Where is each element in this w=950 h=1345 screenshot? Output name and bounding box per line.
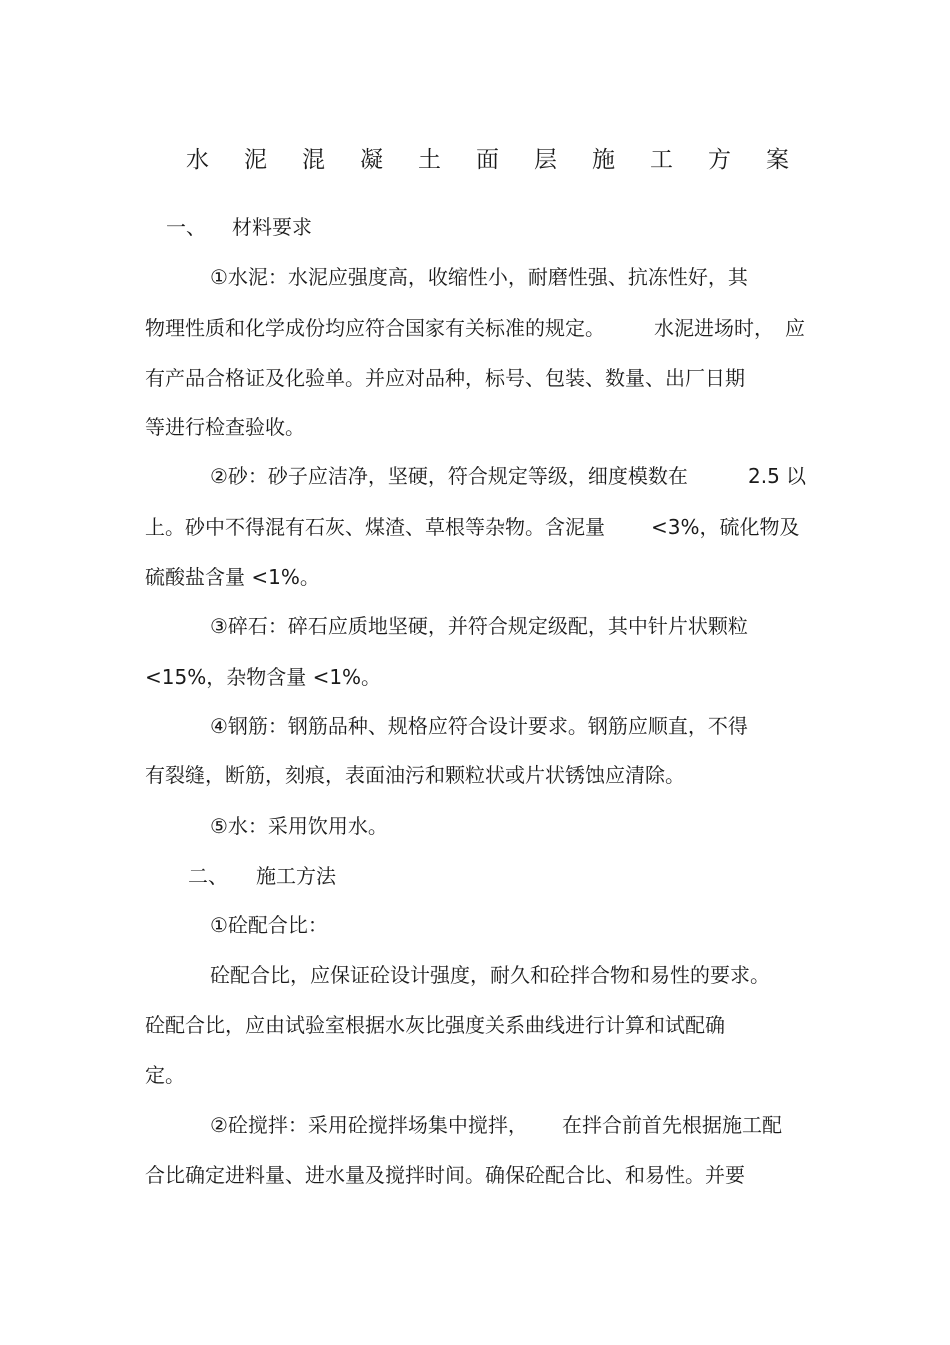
paragraph-line: 有产品合格证及化验单。并应对品种，标号、包装、数量、出厂日期 xyxy=(145,366,745,390)
paragraph-line: ②砼搅拌：采用砼搅拌场集中搅拌， xyxy=(210,1113,528,1137)
title-char: 泥 xyxy=(244,147,267,173)
section-1-heading: 材料要求 xyxy=(232,215,312,239)
title-char: 工 xyxy=(650,147,673,173)
paragraph-line: ④钢筋：钢筋品种、规格应符合设计要求。钢筋应顺直，不得 xyxy=(210,714,748,738)
paragraph-line: 应 xyxy=(785,316,805,340)
paragraph-line: 合比确定进料量、进水量及搅拌时间。确保砼配合比、和易性。并要 xyxy=(145,1163,745,1187)
subheading: ①砼配合比： xyxy=(210,913,328,937)
title-char: 混 xyxy=(302,147,325,173)
paragraph-line: ③碎石：碎石应质地坚硬，并符合规定级配，其中针片状颗粒 xyxy=(210,614,748,638)
title-char: 水 xyxy=(186,147,209,173)
title-char: 层 xyxy=(534,147,557,173)
paragraph-line: 在拌合前首先根据施工配 xyxy=(562,1113,782,1137)
paragraph-line: 硫酸盐含量 <1%。 xyxy=(145,565,320,589)
title-char: 面 xyxy=(476,147,499,173)
section-2-number: 二、 xyxy=(188,864,228,888)
title-char: 施 xyxy=(592,147,615,173)
paragraph-line: 物理性质和化学成份均应符合国家有关标准的规定。 xyxy=(145,316,605,340)
paragraph-line: 砼配合比，应保证砼设计强度，耐久和砼拌合物和易性的要求。 xyxy=(210,963,770,987)
title-char: 土 xyxy=(418,147,441,173)
paragraph-line: 2.5 xyxy=(748,464,780,488)
paragraph-line: ②砂：砂子应洁净，坚硬，符合规定等级，细度模数在 xyxy=(210,464,688,488)
paragraph-line: 等进行检查验收。 xyxy=(145,415,305,439)
paragraph-line: 水泥进场时， xyxy=(654,316,774,340)
section-1-number: 一、 xyxy=(166,215,206,239)
title-char: 凝 xyxy=(360,147,383,173)
paragraph-line: ⑤水：采用饮用水。 xyxy=(210,814,388,838)
paragraph-line: 以 xyxy=(786,464,806,488)
paragraph-line: ①水泥：水泥应强度高，收缩性小，耐磨性强、抗冻性好，其 xyxy=(210,265,748,289)
paragraph-line: <15%，杂物含量 <1%。 xyxy=(145,665,382,689)
paragraph-line: 上。砂中不得混有石灰、煤渣、草根等杂物。含泥量 xyxy=(145,515,605,539)
title-char: 案 xyxy=(766,147,789,173)
section-2-heading: 施工方法 xyxy=(256,864,336,888)
paragraph-line: 有裂缝，断筋，刻痕，表面油污和颗粒状或片状锈蚀应清除。 xyxy=(145,763,685,787)
paragraph-line: 定。 xyxy=(145,1063,185,1087)
paragraph-line: 砼配合比，应由试验室根据水灰比强度关系曲线进行计算和试配确 xyxy=(145,1013,725,1037)
title-char: 方 xyxy=(708,147,731,173)
paragraph-line: <3%，硫化物及 xyxy=(651,515,800,539)
